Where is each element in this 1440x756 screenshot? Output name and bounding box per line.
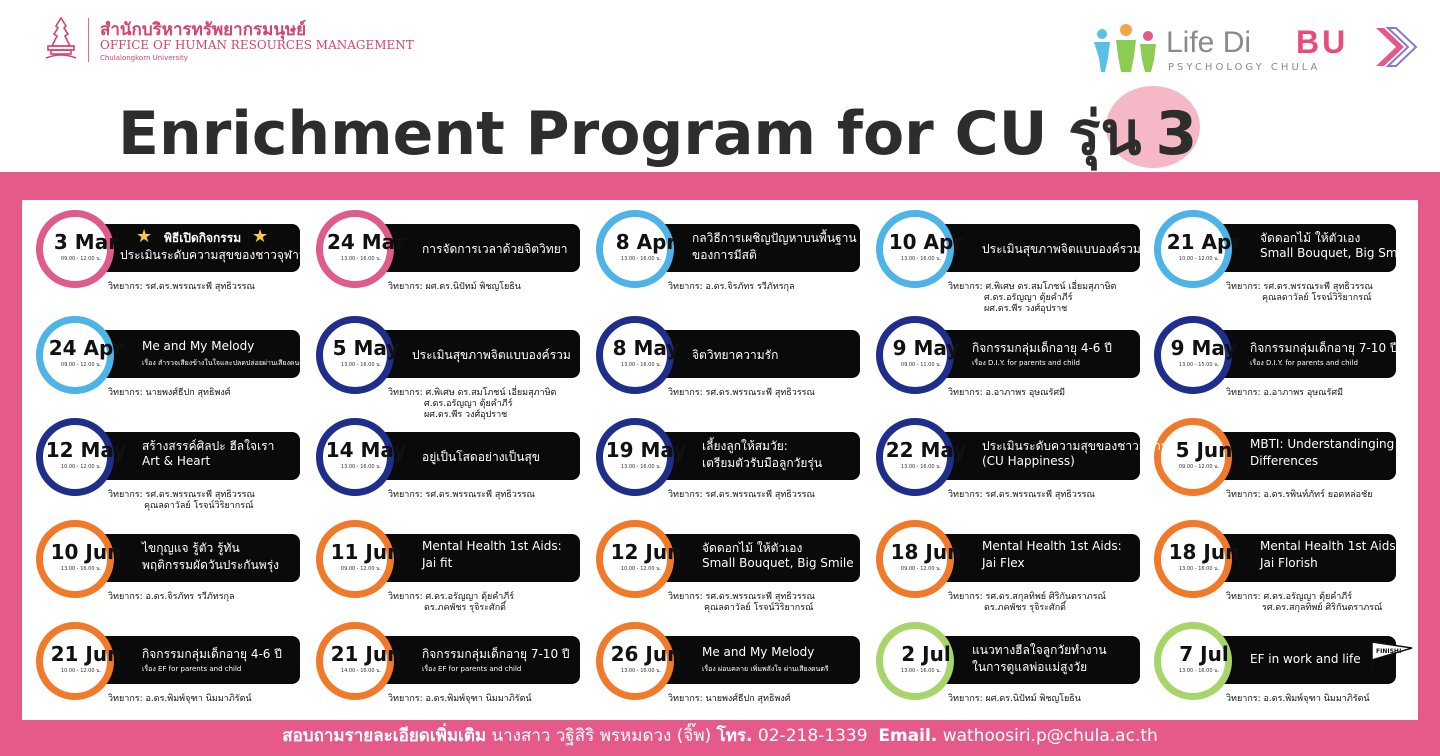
- page-title-text: Enrichment Program for CU รุ่น: [118, 99, 1142, 169]
- lecturer-name: วิทยากร: รศ.ดร.พรรณระพี สุทธิวรรณ: [668, 388, 815, 398]
- session-lecturers: [388, 592, 514, 614]
- lecturer-name: วิทยากร: อ.ดร.พิมพ์จุฑา นิมมาภิรัตน์: [388, 694, 532, 704]
- header-divider: [88, 18, 89, 62]
- lecturer-name: วิทยากร: ศ.พิเศษ ดร.สมโภชน์ เอี่ยมสุภาษิต: [948, 282, 1117, 292]
- star-icon-right: ★: [252, 226, 269, 247]
- lecturer-name: ศ.ดร.อรัญญา ตุ้ยคำภีร์: [424, 399, 513, 409]
- page-title: [118, 86, 1197, 181]
- org-university: Chulalongkorn University: [100, 54, 188, 62]
- session-subtitle: Art & Heart: [142, 454, 211, 468]
- lecturer-name: คุณลดาวัลย์ โรจน์วิริยากรณ์: [704, 603, 814, 613]
- session-card: [1154, 622, 1434, 722]
- session-date: 24 Mar: [326, 230, 406, 254]
- session-card: [36, 418, 338, 518]
- session-subtitle: Small Bouquet, Big Smile: [1260, 246, 1412, 260]
- session-subtitle: (CU Happiness): [982, 454, 1075, 468]
- session-time: 09.00 - 12.00 น.: [60, 362, 102, 368]
- session-lecturers: [108, 592, 235, 603]
- session-lecturers: [108, 490, 255, 512]
- session-time: 13.00 - 16.00 น.: [340, 464, 382, 470]
- session-time: 13.00 - 16.00 น.: [60, 566, 102, 572]
- footer-email: wathoosiri.p@chula.ac.th: [942, 726, 1158, 746]
- session-time: 13.00 - 16.00 น.: [620, 256, 662, 262]
- session-subtitle: เตรียมตัวรับมือลูกวัยรุ่น: [702, 456, 823, 470]
- session-title: EF in work and life: [1250, 652, 1361, 666]
- lecturer-name: วิทยากร: ศ.ดร.อรัญญา ตุ้ยคำภีร์: [388, 592, 515, 602]
- session-title: MBTI: Understandinging: [1250, 437, 1395, 451]
- session-subtitle: Jai Flex: [982, 556, 1025, 570]
- session-time: 13.00 - 16.00 น.: [340, 362, 382, 368]
- session-lecturers: [948, 694, 1081, 705]
- session-time: 09.00 - 11.00 น.: [900, 362, 942, 368]
- footer-contact-name: นางสาว วฐิสิริ พรหมดวง (จิ๊พ): [491, 726, 712, 746]
- lecturer-name: รศ.ดร.สกุลทิพย์ ศิริกันตราภรณ์: [1262, 603, 1383, 613]
- session-title: กลวิธีการเผชิญปัญหาบนพื้นฐาน: [692, 231, 857, 245]
- session-date: 5 May: [332, 336, 400, 360]
- session-lecturers: [108, 388, 230, 399]
- footer-label: สอบถามรายละเอียดเพิ่มเติม: [282, 726, 487, 746]
- session-time: 10.00 - 12.00 น.: [1178, 256, 1220, 262]
- lecturer-name: วิทยากร: รศ.ดร.พรรณระพี สุทธิวรรณ: [1226, 282, 1373, 292]
- finish-flag-label: FINISH!: [1376, 648, 1402, 655]
- lecturer-name: วิทยากร: อ.ดร.พิมพ์จุฑา นิมมาภิรัตน์: [108, 694, 252, 704]
- session-time: 09.00 - 12.00 น.: [1178, 464, 1220, 470]
- lecturer-name: ดร.ภคพัชร รุจิระศักดิ์: [424, 603, 507, 613]
- session-card: [876, 316, 1178, 416]
- lecturer-name: วิทยากร: ผศ.ดร.นิปัทม์ พิชญโยธิน: [388, 282, 521, 292]
- partner-name: Life Di: [1166, 26, 1252, 59]
- session-time: 14.00 - 16.00 น.: [340, 668, 382, 674]
- lecturer-name: วิทยากร: รศ.ดร.พรรณระพี สุทธิวรรณ: [388, 490, 535, 500]
- session-topic: เรื่อง EF for parents and child: [422, 665, 522, 673]
- session-time: 13.00 - 16.00 น.: [620, 362, 662, 368]
- session-card: [1154, 316, 1434, 416]
- session-card: [1154, 418, 1434, 518]
- lecturer-name: วิทยากร: รศ.ดร.พรรณระพี สุทธิวรรณ: [108, 282, 255, 292]
- lecturer-name: ดร.ภคพัชร รุจิระศักดิ์: [984, 603, 1067, 613]
- lecturer-name: วิทยากร: รศ.ดร.พรรณระพี สุทธิวรรณ: [948, 490, 1095, 500]
- footer-tel: 02-218-1339: [757, 726, 868, 746]
- lecturer-name: คุณลดาวัลย์ โรจน์วิริยากรณ์: [1262, 293, 1372, 303]
- session-topic: เรื่อง EF for parents and child: [142, 665, 242, 673]
- session-title: สร้างสรรค์ศิลปะ ฮีลใจเรา: [142, 439, 275, 453]
- session-time: 13.00 - 16.00 น.: [1178, 566, 1220, 572]
- session-topic: เรื่อง สำรวจเสียงข้างในใจและปลดปล่อยผ่านเสียงดนตรี: [142, 359, 308, 367]
- session-title: อยู่เป็นโสดอย่างเป็นสุข: [422, 450, 541, 464]
- session-lecturers: [1226, 490, 1372, 501]
- session-lecturers: [948, 592, 1106, 614]
- session-date: 9 May: [892, 336, 960, 360]
- session-card: [876, 622, 1178, 722]
- session-date: 10 Jun: [50, 540, 122, 564]
- session-date: 21 Jun: [330, 642, 402, 666]
- session-title: แนวทางฮีลใจลูกวัยทำงาน: [972, 643, 1107, 657]
- lecturer-name: วิทยากร: อ.ดร.จิรภัทร รวีภัทรกุล: [108, 592, 235, 602]
- session-lecturers: [668, 592, 815, 614]
- session-card: [316, 520, 618, 620]
- session-time: 09.00 - 12.00 น.: [340, 566, 382, 572]
- session-date: 18 Jun: [890, 540, 962, 564]
- star-icon-left: ★: [136, 226, 153, 247]
- lecturer-name: วิทยากร: รศ.ดร.สกุลทิพย์ ศิริกันตราภรณ์: [948, 592, 1106, 602]
- session-card: [1154, 520, 1434, 620]
- session-card: [596, 316, 898, 416]
- session-lecturers: [668, 694, 790, 705]
- footer-tel-label: โทร.: [716, 726, 753, 746]
- session-date: 18 Jun: [1168, 540, 1240, 564]
- session-title: จัดดอกไม้ ให้ตัวเอง: [1260, 231, 1361, 245]
- session-time: 10.00 - 12.00 น.: [60, 668, 102, 674]
- session-subtitle: ประเมินระดับความสุขของชาวจุฬาฯ: [120, 248, 306, 262]
- session-title: ประเมินสุขภาพจิตแบบองค์รวม: [412, 348, 571, 362]
- lecturer-name: วิทยากร: รศ.ดร.พรรณระพี สุทธิวรรณ: [108, 490, 255, 500]
- session-lecturers: [1226, 388, 1343, 399]
- lecturer-name: วิทยากร: อ.ดร.รพินท์ภัทร์ ยอดหล่อชัย: [1226, 490, 1373, 500]
- chula-crest-icon: [40, 16, 82, 62]
- session-date: 7 Jul: [1179, 642, 1229, 666]
- lecturer-name: ผศ.ดร.พีร วงศ์อุปราช: [984, 304, 1068, 314]
- session-time: 13.00 - 16.00 น.: [900, 256, 942, 262]
- partner-logo: [1090, 22, 1420, 76]
- session-subtitle: พฤติกรรมผัดวันประกันพรุ่ง: [142, 558, 279, 572]
- session-subtitle: Small Bouquet, Big Smile: [702, 556, 854, 570]
- session-lecturers: [388, 490, 535, 501]
- session-topic: เรื่อง D.I.Y. for parents and child: [972, 359, 1080, 367]
- session-time: 10.00 - 12.00 น.: [620, 566, 662, 572]
- session-subtitle: ในการดูแลพ่อแม่สูงวัย: [972, 660, 1088, 674]
- session-title: กิจกรรมกลุ่มเด็กอายุ 4-6 ปี: [972, 341, 1112, 355]
- session-time: 13.00 - 16.00 น.: [900, 668, 942, 674]
- session-lecturers: [948, 282, 1116, 315]
- session-title: จิตวิทยาความรัก: [692, 348, 779, 362]
- session-title: พิธีเปิดกิจกรรม: [164, 231, 242, 245]
- session-card: [876, 418, 1178, 518]
- session-title: Mental Health 1st Aids:: [982, 539, 1122, 553]
- session-title: Mental Health 1st Aids:: [422, 539, 562, 553]
- lecturer-name: ผศ.ดร.พีร วงศ์อุปราช: [424, 410, 508, 420]
- lecturer-name: วิทยากร: รศ.ดร.พรรณระพี สุทธิวรรณ: [668, 592, 815, 602]
- session-lecturers: [1226, 694, 1370, 705]
- session-title: Me and My Melody: [142, 339, 255, 353]
- lecturer-name: วิทยากร: รศ.ดร.พรรณระพี สุทธิวรรณ: [668, 490, 815, 500]
- lecturer-name: วิทยากร: ศ.พิเศษ ดร.สมโภชน์ เอี่ยมสุภาษิต: [388, 388, 557, 398]
- session-date: 19 May: [605, 438, 687, 462]
- session-lecturers: [668, 388, 815, 399]
- session-title: ไขกุญแจ รู้ตัว รู้ทัน: [142, 541, 240, 555]
- session-title: เลี้ยงลูกให้สมวัย:: [702, 439, 788, 453]
- session-lecturers: [1226, 282, 1373, 304]
- footer-email-label: Email.: [878, 726, 938, 746]
- session-lecturers: [108, 694, 252, 705]
- session-date: 11 Jun: [330, 540, 402, 564]
- session-subtitle: Jai Florish: [1260, 556, 1318, 570]
- family-figures-icon: [1090, 22, 1162, 74]
- session-card: [596, 520, 898, 620]
- session-time: 09.00 - 12.00 น.: [60, 256, 102, 262]
- session-title: การจัดการเวลาด้วยจิตวิทยา: [422, 242, 568, 256]
- session-time: 13.00 - 16.00 น.: [900, 464, 942, 470]
- session-card: [316, 210, 618, 310]
- session-date: 2 Jul: [901, 642, 951, 666]
- session-lecturers: [948, 490, 1095, 501]
- session-title: Me and My Melody: [702, 645, 815, 659]
- session-card: [596, 622, 898, 722]
- session-time: 13.00 - 16.00 น.: [340, 256, 382, 262]
- session-card: [596, 418, 898, 518]
- session-title: ประเมินระดับความสุขของชาวจุฬาฯ: [982, 439, 1168, 453]
- session-date: 9 May: [1170, 336, 1238, 360]
- session-lecturers: [668, 282, 795, 293]
- partner-subtitle: PSYCHOLOGY CHULA: [1168, 62, 1321, 73]
- session-date: 8 May: [612, 336, 680, 360]
- session-card: [36, 316, 338, 416]
- session-subtitle: Differences: [1250, 454, 1319, 468]
- partner-mark: BU: [1296, 24, 1349, 60]
- session-date: 5 Jun: [1175, 438, 1233, 462]
- session-time: 13.00 - 16.00 น.: [1178, 668, 1220, 674]
- header: [0, 0, 1440, 172]
- session-lecturers: [948, 388, 1065, 399]
- session-card: [876, 520, 1178, 620]
- session-date: 12 Jun: [610, 540, 682, 564]
- session-title: กิจกรรมกลุ่มเด็กอายุ 4-6 ปี: [142, 647, 282, 661]
- session-card: [36, 622, 338, 722]
- lecturer-name: วิทยากร: อ.ดร.จิรภัทร รวีภัทรกุล: [668, 282, 795, 292]
- session-time: 10.00 - 12.00 น.: [60, 464, 102, 470]
- session-date: 22 May: [885, 438, 967, 462]
- org-name-thai: สำนักบริหารทรัพยากรมนุษย์: [100, 20, 307, 40]
- session-lecturers: [668, 490, 815, 501]
- session-date: 21 Jun: [50, 642, 122, 666]
- session-date: 8 Apr: [615, 230, 677, 254]
- lecturer-name: วิทยากร: อ.อาภาพร อุษณรัศมี: [948, 388, 1065, 398]
- session-time: 13.00 - 16.00 น.: [620, 464, 662, 470]
- footer-contact: [0, 722, 1440, 748]
- page-title-number: 3: [1155, 99, 1198, 169]
- finish-flag-icon: [1370, 640, 1414, 666]
- session-lecturers: [388, 282, 521, 293]
- session-title: จัดดอกไม้ ให้ตัวเอง: [702, 541, 803, 555]
- lecturer-name: วิทยากร: นายพงศ์ธีปก สุทธิพงศ์: [108, 388, 231, 398]
- session-title: กิจกรรมกลุ่มเด็กอายุ 7-10 ปี: [1250, 341, 1398, 355]
- lecturer-name: วิทยากร: ศ.ดร.อรัญญา ตุ้ยคำภีร์: [1226, 592, 1353, 602]
- session-lecturers: [388, 694, 532, 705]
- lecturer-name: วิทยากร: นายพงศ์ธีปก สุทธิพงศ์: [668, 694, 791, 704]
- session-card: [596, 210, 898, 310]
- session-topic: เรื่อง D.I.Y. for parents and child: [1250, 359, 1358, 367]
- session-date: 21 Apr: [1166, 230, 1242, 254]
- session-title: ประเมินสุขภาพจิตแบบองค์รวม: [982, 242, 1141, 256]
- session-time: 13.00 - 15.00 น.: [1178, 362, 1220, 368]
- session-card: [36, 210, 338, 310]
- session-date: 12 May: [45, 438, 127, 462]
- lecturer-name: วิทยากร: อ.อาภาพร อุษณรัศมี: [1226, 388, 1343, 398]
- lecturer-name: วิทยากร: ผศ.ดร.นิปัทม์ พิชญโยธิน: [948, 694, 1081, 704]
- session-subtitle: Jai fit: [422, 556, 453, 570]
- org-name-english: OFFICE OF HUMAN RESOURCES MANAGEMENT: [100, 38, 414, 52]
- session-lecturers: [388, 388, 556, 421]
- session-time: 09.00 - 12.00 น.: [900, 566, 942, 572]
- session-topic: เรื่อง ผ่อนคลาย เพิ่มพลังใจ ผ่านเสียงดนตรี: [702, 665, 829, 673]
- session-lecturers: [1226, 592, 1382, 614]
- session-card: [1154, 210, 1434, 310]
- lecturer-name: ศ.ดร.อรัญญา ตุ้ยคำภีร์: [984, 293, 1073, 303]
- session-date: 26 Jun: [610, 642, 682, 666]
- session-date: 24 Apr: [48, 336, 124, 360]
- session-card: [316, 316, 618, 420]
- partner-arrow-icon: [1374, 26, 1418, 68]
- session-subtitle: ของการมีสติ: [692, 248, 757, 262]
- lecturer-name: วิทยากร: อ.ดร.พิมพ์จุฑา นิมมาภิรัตน์: [1226, 694, 1370, 704]
- session-card: [316, 418, 618, 518]
- session-title: กิจกรรมกลุ่มเด็กอายุ 7-10 ปี: [422, 647, 570, 661]
- lecturer-name: คุณลดาวัลย์ โรจน์วิริยากรณ์: [144, 501, 254, 511]
- session-title: Mental Health 1st Aids:: [1260, 539, 1400, 553]
- session-date: 3 Mar: [53, 230, 119, 254]
- session-time: 13.00 - 16.00 น.: [620, 668, 662, 674]
- session-lecturers: [108, 282, 255, 293]
- session-card: [36, 520, 338, 620]
- session-card: [316, 622, 618, 722]
- session-card: [876, 210, 1178, 314]
- session-date: 14 May: [325, 438, 407, 462]
- session-date: 10 Apr: [888, 230, 964, 254]
